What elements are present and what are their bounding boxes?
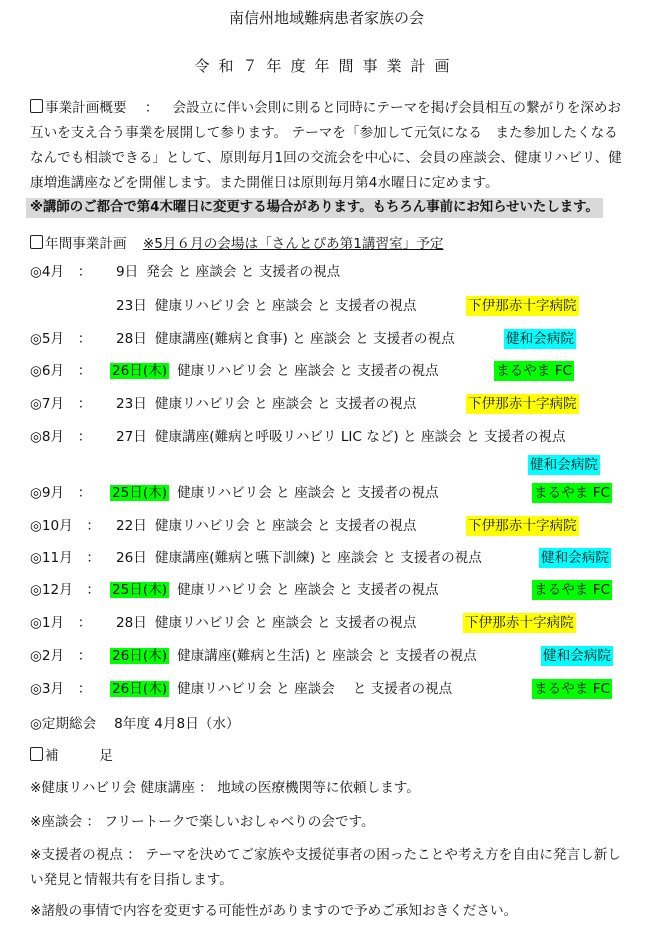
event-date: 26日(木) — [112, 363, 168, 379]
event-content: 健康講座(難病と嚥下訓練) と 座談会 と 支援者の視点 — [154, 550, 482, 566]
event-date: 26日 — [116, 550, 147, 566]
note-change: ※諸般の事情で内容を変更する可能性がありますので予めご承知おきください。 — [30, 903, 518, 919]
venue-badge: 下伊那赤十字病院 — [468, 518, 577, 534]
venue-badge: まるやま FC — [534, 681, 611, 697]
venue-badge: まるやま FC — [534, 485, 611, 501]
checkbox-icon — [30, 235, 43, 249]
plan-title: 令和７年度年間事業計画 — [194, 57, 459, 75]
event-date: 25日(木) — [112, 582, 168, 598]
event-content: 健康講座(難病と生活) と 座談会 と 支援者の視点 — [177, 648, 477, 664]
annual-plan-heading — [30, 234, 443, 254]
event-date: 27日 — [116, 429, 147, 445]
event-date: 26日(木) — [112, 681, 168, 697]
annual-plan-label: 年間事業計画 — [45, 236, 127, 252]
month-label: ◎7月 ： — [30, 396, 92, 412]
month-label: ◎1月 ： — [30, 615, 92, 631]
month-label: ◎5月 ： — [30, 331, 92, 347]
overview-label: 事業計画概要 — [45, 100, 127, 116]
month-label: ◎3月 ： — [30, 681, 92, 697]
overview-text: 会設立に伴い会則に則ると同時にテーマを掲げ会員相互の繋がりを深めお互いを支え合う事業を展開して参ります。 テーマを「参加して元気になる また参加したくなる なんでも相談できる」として、原則毎月1回の交流会を中心に、会員の座談会、健康リハビリ、健康増進講座などを開催します。また開催日は原則毎月第4水曜日に定めます。 — [30, 100, 632, 191]
event-content: 健康講座(難病と呼吸リハビリ LIC など) と 座談会 と 支援者の視点 — [154, 429, 566, 445]
month-label: ◎6月 ： — [30, 363, 92, 379]
event-content: 健康講座(難病と食事) と 座談会 と 支援者の視点 — [154, 331, 455, 347]
month-label: ◎9月 ： — [30, 485, 92, 501]
event-date: 26日(木) — [112, 648, 168, 664]
event-content: 発会 と 座談会 と 支援者の視点 — [146, 264, 341, 280]
event-content: 健康リハビリ会 と 座談会 と 支援者の視点 — [177, 485, 439, 501]
note-rehab: ※健康リハビリ会 健康講座 ： 地域の医療機関等に依頼します。 — [30, 780, 420, 796]
event-content: 健康リハビリ会 と 座談会 と 支援者の視点 — [154, 396, 417, 412]
event-date: 22日 — [116, 518, 147, 534]
venue-badge: 健和会病院 — [506, 331, 574, 347]
event-content: 健康リハビリ会 と 座談会 と 支援者の視点 — [177, 363, 439, 379]
event-date: 28日 — [116, 615, 147, 631]
month-label: ◎8月 ： — [30, 429, 92, 445]
event-date: 28日 — [116, 331, 147, 347]
supplement-label: 補 足 — [45, 748, 113, 764]
general-meeting: ◎定期総会 8年度 4月8日（水） — [30, 716, 240, 732]
month-label: ◎10月 ： — [30, 518, 100, 534]
venue-note: ※5月６月の会場は「さんとぴあ第1講習室」予定 — [142, 236, 444, 252]
venue-badge: まるやま FC — [496, 363, 573, 379]
venue-badge: 下伊那赤十字病院 — [465, 615, 574, 631]
event-content: 健康リハビリ会 と 座談会 と 支援者の視点 — [154, 615, 417, 631]
checkbox-icon — [30, 747, 43, 761]
month-label: ◎12月 ： — [30, 582, 100, 598]
event-date: 23日 — [116, 396, 147, 412]
supplement-heading — [30, 746, 113, 766]
month-label: ◎2月 ： — [30, 648, 92, 664]
overview-section — [30, 96, 630, 196]
month-label: ◎4月 ： — [30, 264, 92, 280]
event-content: 健康リハビリ会 と 座談会 と 支援者の視点 — [154, 518, 417, 534]
event-content: 健康リハビリ会 と 座談会 と 支援者の視点 — [177, 582, 439, 598]
venue-badge: まるやま FC — [534, 582, 611, 598]
checkbox-icon — [30, 99, 43, 113]
event-date: 25日(木) — [112, 485, 168, 501]
schedule-row — [30, 262, 630, 282]
schedule-row — [30, 646, 630, 666]
event-date: 23日 — [116, 298, 147, 314]
venue-badge: 健和会病院 — [543, 648, 611, 664]
event-content: 健康リハビリ会 と 座談会 と 支援者の視点 — [154, 298, 417, 314]
note-zadankai: ※座談会 ： フリートークで楽しいおしゃべりの会です。 — [30, 814, 375, 830]
org-name: 南信州地域難病患者家族の会 — [228, 9, 424, 27]
venue-badge: 下伊那赤十字病院 — [468, 396, 577, 412]
notice-banner: ※講師のご都合で第4木曜日に変更する場合があります。もちろん事前にお知らせいたします。 — [26, 198, 603, 218]
event-date: 9日 — [116, 264, 139, 280]
venue-badge: 健和会病院 — [541, 550, 609, 566]
note-supporter: ※支援者の視点 ： テーマを決めてご家族や支援従事者の困ったことや考え方を自由に発言し新しい発見と情報共有を目指します。 — [30, 847, 621, 888]
venue-badge: 下伊那赤十字病院 — [468, 298, 577, 314]
venue-badge: 健和会病院 — [530, 457, 598, 473]
month-label: ◎11月 ： — [30, 550, 100, 566]
event-content: 健康リハビリ会 と 座談会 と 支援者の視点 — [177, 681, 453, 697]
schedule-row — [30, 427, 630, 447]
overview-separator: ： — [144, 100, 159, 116]
